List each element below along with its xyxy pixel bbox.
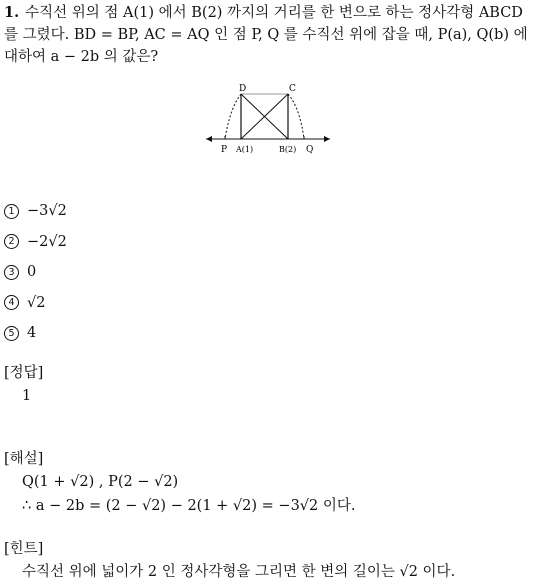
- answer-value: 1: [22, 388, 32, 404]
- label-q: Q: [306, 145, 314, 155]
- choice-4[interactable]: [4, 288, 524, 319]
- answer-section: [4, 362, 524, 408]
- square-on-number-line-figure: [200, 78, 334, 158]
- choice-text: −3√2: [27, 203, 67, 220]
- choice-number: 3: [4, 265, 19, 280]
- choice-text: √2: [27, 294, 46, 311]
- arc-bd-to-p: [225, 94, 241, 139]
- problem-statement: [4, 2, 532, 68]
- choice-number: 1: [4, 204, 19, 219]
- explanation-section: [4, 448, 524, 518]
- right-arrow: [324, 136, 330, 142]
- choice-number: 2: [4, 234, 19, 249]
- hint-section: [4, 538, 524, 584]
- problem-text: 수직선 위의 점 A(1) 에서 B(2) 까지의 거리를 한 변으로 하는 정사각형 ABCD 를 그렸다. BD = BP, AC = AQ 인 점 P, Q 를 수직선 위에 잡을 때, P(a), Q(b) 에 대하여 a − 2b 의 값은?: [4, 5, 528, 65]
- choices-list: [4, 196, 524, 349]
- label-p: P: [221, 145, 228, 155]
- left-arrow: [206, 136, 212, 142]
- choice-2[interactable]: [4, 227, 524, 258]
- choice-3[interactable]: [4, 257, 524, 288]
- label-b: B(2): [279, 145, 297, 154]
- choice-1[interactable]: [4, 196, 524, 227]
- choice-number: 5: [4, 326, 19, 341]
- choice-5[interactable]: [4, 318, 524, 349]
- answer-title: [정답]: [4, 365, 44, 381]
- label-d: D: [239, 84, 247, 94]
- choice-text: −2√2: [27, 233, 67, 250]
- arc-ac-to-q: [288, 94, 304, 139]
- choice-text: 4: [27, 325, 37, 342]
- explanation-title: [해설]: [4, 451, 44, 467]
- choice-text: 0: [27, 264, 37, 281]
- label-c: C: [289, 84, 296, 94]
- explanation-line-2: ∴ a − 2b = (2 − √2) − 2(1 + √2) = −3√2 이다.: [22, 498, 356, 514]
- label-a: A(1): [236, 145, 254, 154]
- choice-number: 4: [4, 295, 19, 310]
- explanation-line-1: Q(1 + √2) , P(2 − √2): [22, 474, 179, 490]
- hint-text: 수직선 위에 넓이가 2 인 정사각형을 그리면 한 변의 길이는 √2 이다.: [22, 564, 456, 580]
- problem-number: 1.: [4, 4, 20, 21]
- hint-title: [힌트]: [4, 541, 44, 557]
